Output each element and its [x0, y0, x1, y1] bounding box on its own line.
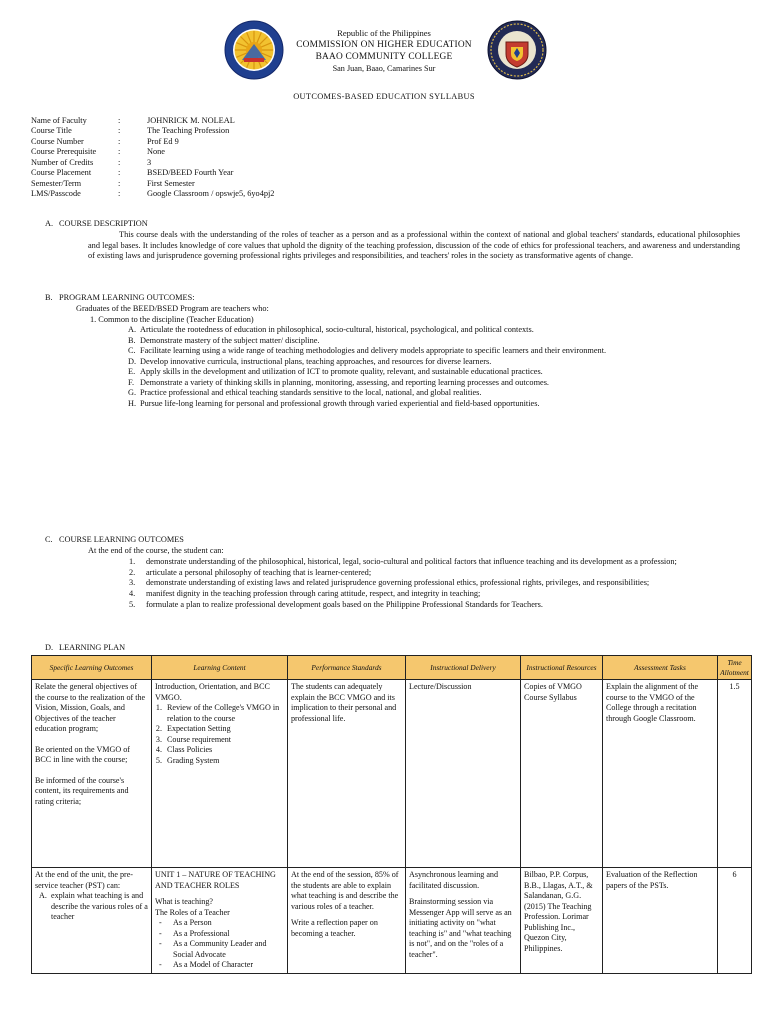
slo-text: Be oriented on the VMGO of BCC in line with the course; — [35, 744, 130, 765]
item-key: - — [159, 960, 162, 970]
item-text: Apply skills in the development and utilization of ICT to promote quality, relevant, and sustainable educational practices. — [140, 367, 543, 377]
slo-cell — [32, 868, 152, 974]
resources-cell: Bilbao, P.P. Corpus, B.B., Llagas, A.T., & Salandanan, G.G. (2015) The Teaching Profession. Lorimar Publishing Inc., Quezon City, Philippines. — [521, 868, 603, 974]
performance-text: Write a reflection paper on becoming a teacher. — [291, 918, 378, 938]
list-item — [129, 589, 738, 600]
item-key: C. — [128, 346, 136, 356]
info-label: Course Title — [31, 126, 72, 136]
content-question: What is teaching? — [155, 897, 213, 907]
delivery-cell — [406, 868, 521, 974]
info-row — [31, 116, 731, 127]
plo-intro: Graduates of the BEED/BSED Program are teachers who: — [76, 304, 269, 313]
info-colon: : — [118, 168, 121, 178]
program-learning-outcomes — [76, 304, 736, 410]
slo-cell — [32, 680, 152, 868]
column-header: Specific Learning Outcomes — [32, 656, 152, 680]
list-item — [129, 557, 738, 568]
section-letter: A. — [45, 219, 54, 228]
learning-plan-table — [31, 655, 752, 974]
list-item — [155, 735, 284, 746]
item-key: 1. — [155, 703, 162, 713]
item-text: As a Model of Character — [173, 960, 254, 970]
slo-intro: At the end of the unit, the pre-service teacher (PST) can: — [35, 870, 133, 890]
section-course-description — [45, 219, 740, 262]
course-info — [31, 116, 731, 200]
info-value: The Teaching Profession — [147, 126, 230, 136]
info-colon: : — [118, 115, 121, 125]
list-item — [128, 357, 736, 368]
document-header — [0, 20, 768, 86]
item-key: 2. — [155, 724, 162, 734]
column-header: Instructional Resources — [521, 656, 603, 680]
list-item — [128, 378, 736, 389]
list-item — [128, 399, 736, 410]
item-text: As a Person — [173, 918, 212, 928]
course-learning-outcomes — [88, 546, 738, 611]
item-text: Grading System — [167, 755, 220, 765]
item-key: 3. — [155, 734, 162, 744]
content-cell — [152, 680, 288, 868]
item-key: D. — [128, 356, 137, 366]
bcc-seal-icon — [487, 20, 547, 80]
list-item — [155, 929, 284, 940]
roles-title: The Roles of a Teacher — [155, 907, 230, 917]
delivery-text: Brainstorming session via Messenger App will serve as an initiating activity on "what teaching is" and "what teaching is not", and on the "roles of a teacher". — [409, 897, 512, 959]
item-text: Demonstrate mastery of the subject matter/ discipline. — [140, 335, 320, 345]
item-key: 2. — [129, 567, 136, 577]
item-text: Articulate the rootedness of education in philosophical, socio-cultural, historical, psychological, and political contexts. — [140, 325, 534, 335]
item-text: As a Professional — [173, 928, 230, 938]
item-text: formulate a plan to realize professional development goals based on the Philippine Professional Standards for Teachers. — [146, 599, 543, 609]
info-colon: : — [118, 126, 121, 136]
item-key: B. — [128, 335, 136, 345]
section-course-outcomes-heading — [45, 535, 745, 546]
item-text: demonstrate understanding of existing laws and related jurisprudence governing professional ethics, professional rights, privileges, and responsibilities; — [146, 578, 650, 588]
item-text: Course requirement — [167, 734, 232, 744]
assessment-cell: Evaluation of the Reflection papers of the PSTs. — [603, 868, 718, 974]
info-row — [31, 169, 731, 180]
item-text: Expectation Setting — [167, 724, 231, 734]
section-heading — [45, 293, 745, 304]
republic-line: Republic of the Philippines — [337, 28, 431, 38]
item-key: 4. — [129, 589, 136, 599]
info-label: Name of Faculty — [31, 115, 87, 125]
info-value: BSED/BEED Fourth Year — [147, 168, 234, 178]
item-key: 3. — [129, 578, 136, 588]
info-colon: : — [118, 157, 121, 167]
section-program-outcomes-heading — [45, 293, 745, 304]
list-item — [129, 568, 738, 579]
info-value: First Semester — [147, 178, 195, 188]
section-heading — [45, 219, 740, 230]
plo-list — [128, 326, 736, 410]
time-cell: 6 — [718, 868, 752, 974]
section-letter: B. — [45, 293, 53, 302]
slo-text: Be informed of the course's content, its requirements and rating criteria; — [35, 775, 129, 806]
info-value: Google Classroom / opswje5, 6yo4pj2 — [147, 189, 275, 199]
time-cell: 1.5 — [718, 680, 752, 868]
list-item — [155, 745, 284, 756]
info-colon: : — [118, 189, 121, 199]
clo-list — [129, 557, 738, 611]
item-text: Develop innovative curricula, instructional plans, teaching approaches, and resources for diverse learners. — [140, 356, 492, 366]
performance-text: At the end of the session, 85% of the students are able to explain what teaching is and describe the various roles of a teacher. — [291, 870, 399, 911]
info-row — [31, 127, 731, 138]
unit-title: UNIT 1 – NATURE OF TEACHING AND TEACHER ROLES — [155, 870, 276, 890]
item-text: articulate a personal philosophy of teaching that is learner-centered; — [146, 567, 372, 577]
item-key: G. — [128, 388, 137, 398]
item-key: 1. — [129, 556, 136, 566]
info-label: Course Prerequisite — [31, 147, 97, 157]
list-item — [155, 939, 284, 960]
list-item — [128, 368, 736, 379]
item-key: 5. — [155, 755, 162, 765]
item-text: Facilitate learning using a wide range of teaching methodologies and delivery models appropriate to specific learners and their environment. — [140, 346, 607, 356]
item-key: F. — [128, 377, 135, 387]
info-row — [31, 148, 731, 159]
column-header: Assessment Tasks — [603, 656, 718, 680]
column-header: Time Allotment — [718, 656, 752, 680]
section-heading — [45, 643, 745, 654]
list-item — [39, 891, 148, 923]
performance-cell: The students can adequately explain the BCC VMGO and its implication to their personal and professional life. — [288, 680, 406, 868]
info-row — [31, 179, 731, 190]
plo-discipline: 1. Common to the discipline (Teacher Education) — [90, 314, 254, 324]
clo-intro: At the end of the course, the student can: — [88, 546, 224, 555]
section-heading — [45, 535, 745, 546]
performance-cell — [288, 868, 406, 974]
item-text: demonstrate understanding of the philosophical, historical, legal, socio-cultural and political factors that influence teaching and its development as a profession; — [146, 556, 677, 566]
list-item — [129, 578, 738, 589]
list-item — [129, 600, 738, 611]
item-key: 5. — [129, 599, 136, 609]
item-text: Pursue life-long learning for personal and professional growth through varied experiential and field-based opportunities. — [140, 398, 540, 408]
item-key: E. — [128, 367, 136, 377]
column-header: Performance Standards — [288, 656, 406, 680]
list-item — [155, 918, 284, 929]
section-letter: C. — [45, 535, 53, 544]
item-key: - — [159, 928, 162, 938]
college-name: BAAO COMMUNITY COLLEGE — [315, 52, 453, 63]
section-title: PROGRAM LEARNING OUTCOMES: — [59, 293, 195, 302]
list-item — [155, 960, 284, 971]
section-learning-plan-heading — [45, 643, 745, 654]
info-label: Number of Credits — [31, 157, 94, 167]
info-label: Course Number — [31, 136, 84, 146]
table-row — [32, 868, 752, 974]
info-row — [31, 190, 731, 201]
course-description-text: This course deals with the understanding of the roles of teacher as a person and as a professional within the context of national and global teachers' standards, educational philosophies and legal bases. It includes knowledge of core values that uphold the dignity of the teaching profession, discussion of the code of ethics for professional teachers, and awareness and understanding of existing laws and jurisprudence governing professional rights privileges and responsibilities, and teachers' roles in the society as transformative agents of change. — [88, 229, 740, 261]
item-text: Demonstrate a variety of thinking skills in planning, monitoring, assessing, and reporting learning processes and outcomes. — [140, 377, 550, 387]
item-key: - — [159, 939, 162, 949]
resources-cell: Copies of VMGO Course Syllabus — [521, 680, 603, 868]
list-item — [128, 336, 736, 347]
info-row — [31, 137, 731, 148]
item-text: manifest dignity in the teaching profession through caring attitude, respect, and integrity in teaching; — [146, 589, 481, 599]
info-value: JOHNRICK M. NOLEAL — [147, 115, 235, 125]
item-text: Class Policies — [167, 745, 213, 755]
assessment-cell: Explain the alignment of the course to the VMGO of the College through a recitation through Google Classroom. — [603, 680, 718, 868]
item-text: Review of the College's VMGO in relation to the course — [167, 703, 280, 723]
info-label: Course Placement — [31, 168, 92, 178]
item-key: 4. — [155, 745, 162, 755]
list-item — [155, 703, 284, 724]
info-row — [31, 158, 731, 169]
list-item — [155, 756, 284, 767]
column-header: Instructional Delivery — [406, 656, 521, 680]
table-header-row — [32, 656, 752, 680]
commission-line: COMMISSION ON HIGHER EDUCATION — [296, 40, 472, 51]
list-item — [128, 389, 736, 400]
column-header: Learning Content — [152, 656, 288, 680]
item-key: - — [159, 918, 162, 928]
delivery-cell: Lecture/Discussion — [406, 680, 521, 868]
info-label: LMS/Passcode — [31, 189, 81, 199]
info-colon: : — [118, 178, 121, 188]
info-value: Prof Ed 9 — [147, 136, 179, 146]
section-title: LEARNING PLAN — [59, 643, 126, 652]
list-item — [128, 326, 736, 337]
item-key: A. — [39, 891, 47, 901]
info-value: 3 — [147, 157, 152, 167]
content-cell — [152, 868, 288, 974]
list-item — [128, 347, 736, 358]
section-title: COURSE LEARNING OUTCOMES — [59, 535, 184, 544]
info-value: None — [147, 147, 165, 157]
content-intro: Introduction, Orientation, and BCC VMGO. — [155, 682, 270, 702]
info-colon: : — [118, 136, 121, 146]
info-colon: : — [118, 147, 121, 157]
slo-text: Relate the general objectives of the course to the realization of the Vision, Mission, Goals, and Objectives of the teacher education program; — [35, 682, 146, 734]
section-title: COURSE DESCRIPTION — [59, 219, 148, 228]
item-text: Practice professional and ethical teaching standards sensitive to the local, national, and global realities. — [140, 388, 482, 398]
section-letter: D. — [45, 643, 54, 652]
item-text: As a Community Leader and Social Advocate — [173, 939, 267, 959]
item-key: A. — [128, 325, 137, 335]
syllabus-title: OUTCOMES-BASED EDUCATION SYLLABUS — [293, 92, 475, 101]
list-item — [155, 724, 284, 735]
delivery-text: Asynchronous learning and facilitated discussion. — [409, 870, 499, 890]
table-row — [32, 680, 752, 868]
college-address: San Juan, Baao, Camarines Sur — [332, 63, 436, 73]
item-text: explain what teaching is and describe the various roles of a teacher — [51, 891, 148, 922]
item-key: H. — [128, 398, 137, 408]
info-label: Semester/Term — [31, 178, 82, 188]
